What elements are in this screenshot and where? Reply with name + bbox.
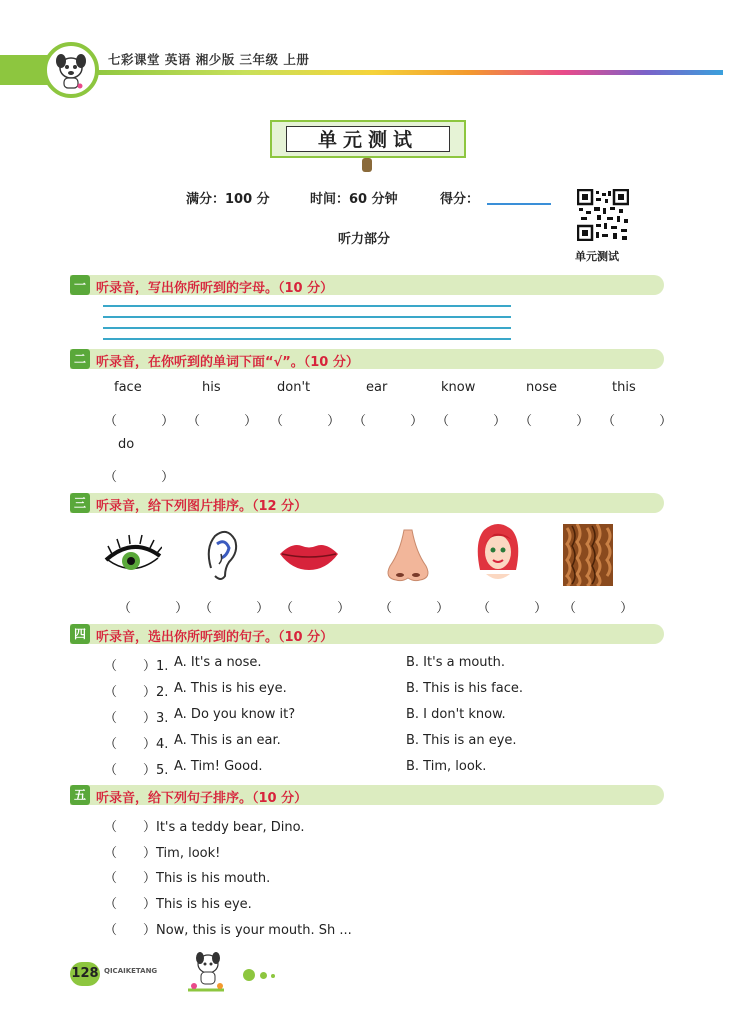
word-do: do: [118, 437, 135, 452]
section-3-number: 三: [70, 493, 90, 513]
section-4-title: 听录音，选出你所听到的句子。（10 分）: [96, 630, 334, 645]
question-number[interactable]: （ ）5.: [104, 763, 169, 778]
option-a: A. It's a nose.: [174, 655, 262, 670]
section-5-title: 听录音，给下列句子排序。（10 分）: [96, 791, 308, 806]
option-b: B. I don't know.: [406, 707, 506, 722]
word-this: this: [612, 380, 636, 395]
question-number[interactable]: （ ）3.: [104, 711, 169, 726]
option-b: B. This is an eye.: [406, 733, 517, 748]
qr-label: 单元测试: [575, 250, 619, 263]
ordering-sentence[interactable]: （ ）It's a teddy bear, Dino.: [104, 820, 305, 835]
book-title: 七彩课堂 英语 湘少版 三年级 上册: [108, 52, 310, 67]
word-his: his: [202, 380, 221, 395]
full-score: 满分：100 分: [186, 192, 270, 207]
answer-paren[interactable]: （ ）: [436, 414, 527, 429]
answer-paren[interactable]: （ ）: [280, 601, 371, 616]
answer-paren[interactable]: （ ）: [104, 414, 195, 429]
pin-icon: [362, 158, 372, 172]
page-number: 128: [70, 962, 100, 986]
decorative-dot: [271, 974, 275, 978]
section-5-bar: [70, 785, 664, 805]
option-a: A. Tim! Good.: [174, 759, 263, 774]
section-4-number: 四: [70, 624, 90, 644]
ordering-sentence[interactable]: （ ）Now, this is your mouth. Sh ...: [104, 923, 352, 938]
writing-line: [103, 327, 511, 329]
hair-picture-icon: [563, 524, 613, 586]
decorative-dot: [243, 969, 255, 981]
section-3-title: 听录音，给下列图片排序。（12 分）: [96, 499, 308, 514]
decorative-dot: [260, 972, 267, 979]
option-b: B. This is his face.: [406, 681, 523, 696]
answer-paren[interactable]: （ ）: [563, 601, 654, 616]
option-b: B. Tim, look.: [406, 759, 487, 774]
answer-paren[interactable]: （ ）: [379, 601, 470, 616]
writing-line: [103, 338, 511, 340]
word-nose: nose: [526, 380, 557, 395]
ordering-sentence[interactable]: （ ）Tim, look!: [104, 846, 221, 861]
option-b: B. It's a mouth.: [406, 655, 506, 670]
ear-picture-icon: [203, 528, 241, 582]
section-2-bar: [70, 349, 664, 369]
question-number[interactable]: （ ）2.: [104, 685, 169, 700]
section-2-number: 二: [70, 349, 90, 369]
listening-part-heading: 听力部分: [338, 232, 391, 247]
writing-line: [103, 316, 511, 318]
time-limit: 时间：60 分钟: [310, 192, 398, 207]
option-a: A. Do you know it?: [174, 707, 296, 722]
writing-line: [103, 305, 511, 307]
section-1-title: 听录音，写出你所听到的字母。（10 分）: [96, 281, 334, 296]
ordering-sentence[interactable]: （ ）This is his mouth.: [104, 871, 271, 886]
section-1-number: 一: [70, 275, 90, 295]
word-know: know: [441, 380, 476, 395]
question-number[interactable]: （ ）4.: [104, 737, 169, 752]
word-ear: ear: [366, 380, 388, 395]
nose-picture-icon: [382, 528, 434, 584]
word-dont: don't: [277, 380, 311, 395]
option-a: A. This is his eye.: [174, 681, 287, 696]
score-blank: [487, 203, 551, 205]
footer-brand: QICAIKETANG: [104, 967, 158, 975]
answer-paren[interactable]: （ ）: [104, 470, 195, 485]
section-5-number: 五: [70, 785, 90, 805]
eye-picture-icon: [104, 530, 162, 578]
answer-paren[interactable]: （ ）: [353, 414, 444, 429]
option-a: A. This is an ear.: [174, 733, 281, 748]
answer-paren[interactable]: （ ）: [519, 414, 610, 429]
answer-paren[interactable]: （ ）: [187, 414, 278, 429]
unit-title-box: [270, 120, 466, 158]
section-1-bar: [70, 275, 664, 295]
dog-mascot-logo-icon: [43, 42, 99, 98]
ordering-sentence[interactable]: （ ）This is his eye.: [104, 897, 252, 912]
score-label: 得分：: [440, 192, 480, 207]
qr-code-icon: [577, 189, 629, 241]
answer-paren[interactable]: （ ）: [270, 414, 361, 429]
dog-mascot-footer-icon: [184, 950, 228, 994]
section-4-bar: [70, 624, 664, 644]
section-2-title: 听录音，在你听到的单词下面“√”。（10 分）: [96, 355, 359, 370]
unit-title: 单元测试: [286, 126, 450, 152]
answer-paren[interactable]: （ ）: [118, 601, 209, 616]
lips-picture-icon: [278, 540, 340, 572]
question-number[interactable]: （ ）1.: [104, 659, 169, 674]
word-face: face: [114, 380, 142, 395]
answer-paren[interactable]: （ ）: [199, 601, 290, 616]
section-3-bar: [70, 493, 664, 513]
answer-paren[interactable]: （ ）: [477, 601, 568, 616]
answer-paren[interactable]: （ ）: [602, 414, 693, 429]
girl-face-picture-icon: [474, 522, 522, 584]
header-rainbow-line: [86, 70, 723, 75]
